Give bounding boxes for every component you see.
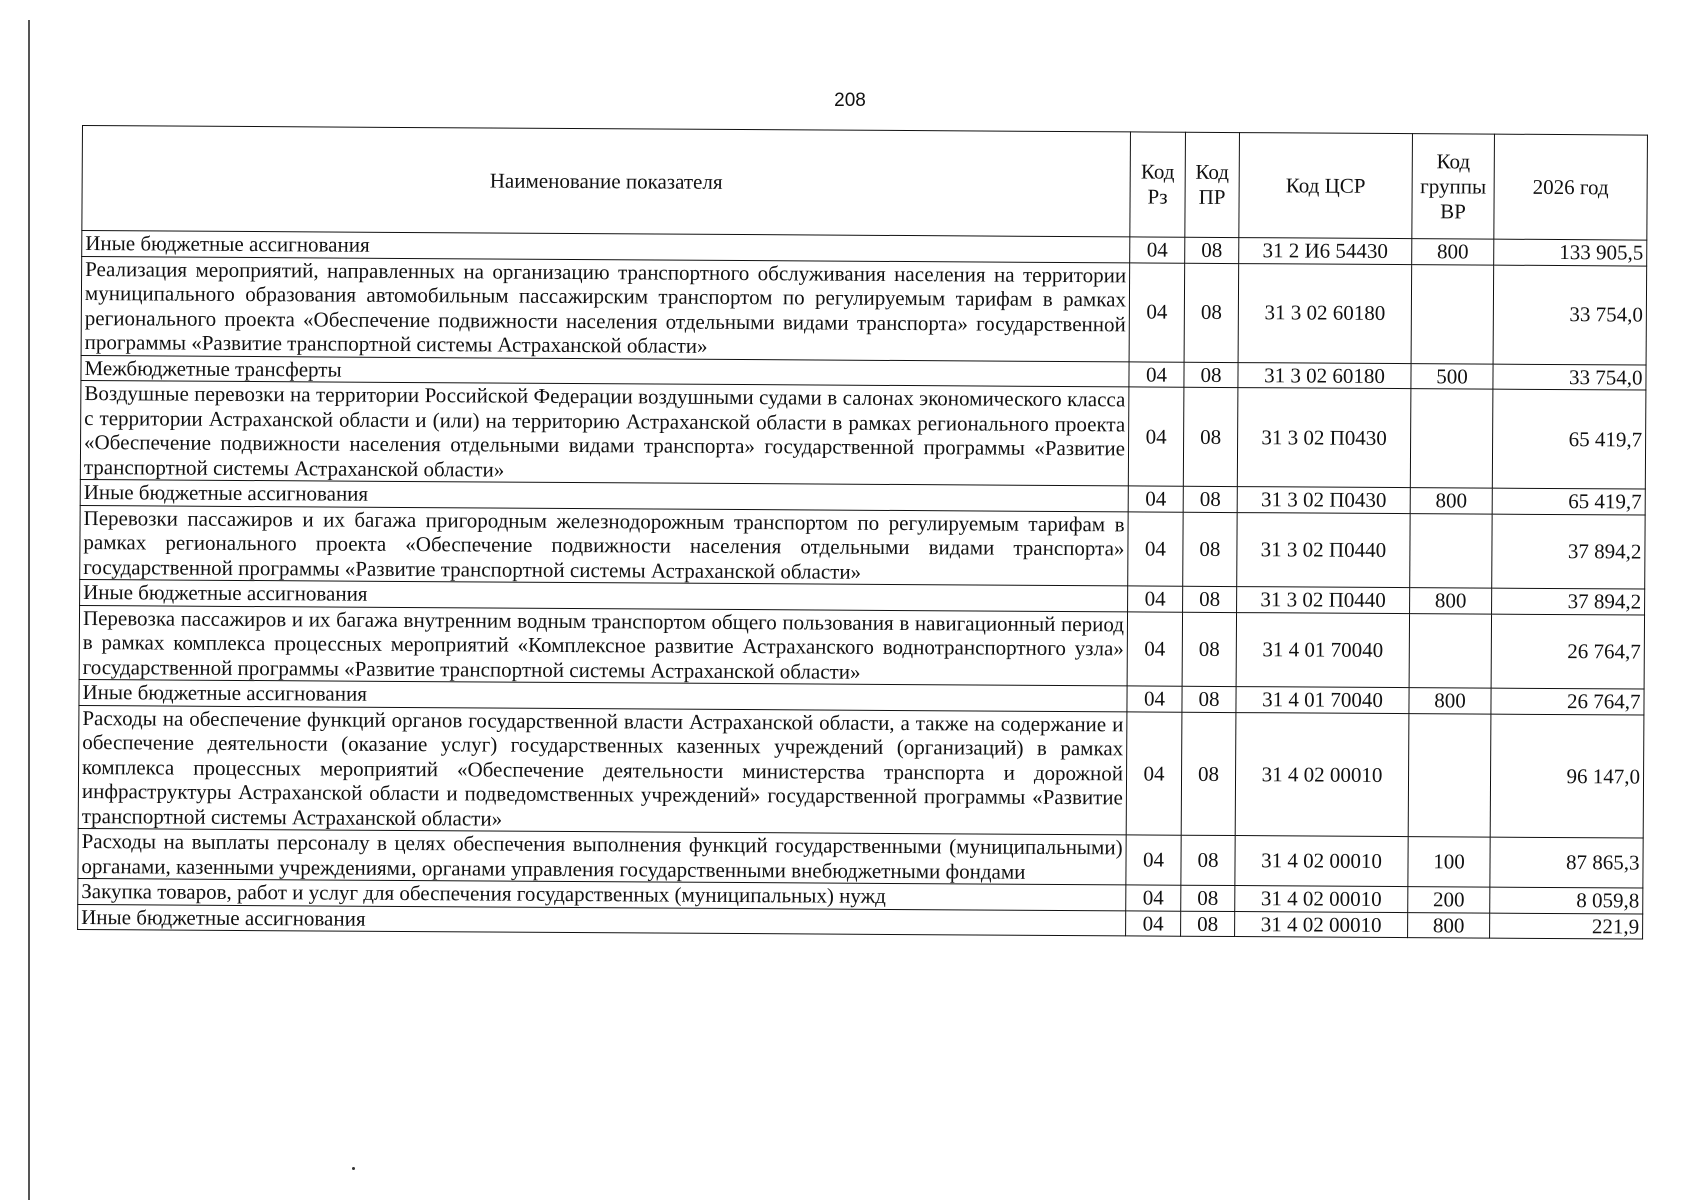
table-header-row <box>82 126 1648 241</box>
row-vr <box>1408 713 1491 837</box>
row-csr: 31 4 01 70040 <box>1236 612 1409 688</box>
row-rz: 04 <box>1126 885 1181 911</box>
row-csr: 31 3 02 60180 <box>1238 362 1411 389</box>
row-vr: 200 <box>1408 887 1490 913</box>
row-name: Реализация мероприятий, направленных на организацию транспортного обслуживания населения на территории муниципального образования автомобильным пассажирским транспортом по регулируемым тарифам в рамках регионального проекта «Обеспечение подвижности населения отдельными видами транспорта» государственной программы «Развитие транспортной системы Астраханской области» <box>81 256 1130 361</box>
row-vr <box>1411 264 1494 363</box>
scan-speck <box>352 1167 355 1170</box>
row-vr <box>1409 613 1491 688</box>
header-year: 2026 год <box>1494 134 1648 240</box>
row-name: Расходы на выплаты персоналу в целях обеспечения выполнения функций государственными (муниципальными) органами, казенными учреждениями, органами управления государственными внебюджетными фондами <box>78 828 1126 884</box>
row-rz: 04 <box>1128 586 1183 612</box>
row-csr: 31 4 02 00010 <box>1235 886 1408 913</box>
row-amount: 37 894,2 <box>1492 514 1645 589</box>
row-name: Закупка товаров, работ и услуг для обеспечения государственных (муниципальных) нужд <box>78 878 1126 910</box>
row-rz: 04 <box>1126 835 1181 885</box>
table-row <box>78 705 1644 838</box>
row-name: Расходы на обеспечение функций органов государственной власти Астраханской области, а также на содержание и обеспечение деятельности (оказание услуг) государственных казенных учреждений (организаций) в рамках комплекса процессных мероприятий «Обеспечение деятельности министерства транспорта и дорожной инфраструктуры Астраханской области и подведомственных учреждений» государственной программы «Развитие транспортной системы Астраханской области» <box>78 705 1127 835</box>
row-rz: 04 <box>1129 361 1184 387</box>
row-vr <box>1410 513 1492 588</box>
row-rz: 04 <box>1130 237 1185 263</box>
row-csr: 31 3 02 П0440 <box>1237 512 1410 588</box>
row-csr: 31 2 И6 54430 <box>1239 238 1412 265</box>
row-rz: 04 <box>1126 910 1181 936</box>
row-name: Иные бюджетные ассигнования <box>79 679 1127 711</box>
row-amount: 26 764,7 <box>1491 614 1644 689</box>
row-pr: 08 <box>1181 885 1235 911</box>
row-name: Иные бюджетные ассигнования <box>80 479 1128 511</box>
row-name: Воздушные перевозки на территории Российской Федерации воздушными судами в салонах экономического класса с территории Астраханской области и (или) на территорию Астраханской области в рамках регионального проекта «Обеспечение подвижности населения отдельными видами транспорта» государственной программы «Развитие транспортной системы Астраханской области» <box>80 380 1129 485</box>
row-rz: 04 <box>1128 387 1184 486</box>
row-pr: 08 <box>1184 263 1239 362</box>
table-row <box>80 505 1645 589</box>
row-csr: 31 3 02 60180 <box>1238 263 1412 363</box>
table-row <box>81 256 1647 365</box>
row-csr: 31 4 02 00010 <box>1235 911 1408 938</box>
row-name: Перевозка пассажиров и их багажа внутренним водным транспортом общего пользования в навигационный период в рамках комплекса процессных мероприятий «Комплексное развитие Астраханского воднотранспортного узла» государственной программы «Развитие транспортной системы Астраханской области» <box>79 605 1127 686</box>
budget-table <box>77 125 1648 940</box>
table-row <box>79 605 1644 689</box>
row-vr: 800 <box>1410 488 1492 514</box>
row-pr: 08 <box>1183 586 1237 612</box>
row-pr: 08 <box>1182 686 1236 712</box>
header-csr: Код ЦСР <box>1239 133 1413 239</box>
page-edge-rule <box>28 20 30 1200</box>
row-name: Перевозки пассажиров и их багажа пригородным железнодорожным транспортом по регулируемым тарифам в рамках регионального проекта «Обеспечение подвижности населения отдельными видами транспорта» государственной программы «Развитие транспортной системы Астраханской области» <box>80 505 1128 586</box>
row-amount: 221,9 <box>1490 913 1643 939</box>
row-pr: 08 <box>1181 835 1235 885</box>
row-amount: 96 147,0 <box>1490 714 1644 838</box>
row-rz: 04 <box>1128 486 1183 512</box>
row-rz: 04 <box>1128 511 1183 586</box>
row-name: Иные бюджетные ассигнования <box>82 231 1130 263</box>
row-amount: 33 754,0 <box>1493 364 1646 390</box>
row-rz: 04 <box>1126 711 1182 835</box>
row-name: Иные бюджетные ассигнования <box>80 579 1128 611</box>
row-pr: 08 <box>1183 387 1238 486</box>
table-row <box>80 380 1646 489</box>
row-amount: 8 059,8 <box>1490 887 1643 913</box>
row-vr: 500 <box>1411 363 1493 389</box>
row-vr: 100 <box>1408 837 1490 888</box>
row-csr: 31 3 02 П0440 <box>1237 587 1410 614</box>
row-pr: 08 <box>1184 362 1238 388</box>
row-amount: 65 419,7 <box>1492 389 1646 489</box>
row-pr: 08 <box>1183 512 1237 587</box>
table-row <box>78 828 1643 888</box>
row-amount: 26 764,7 <box>1491 688 1644 714</box>
row-csr: 31 3 02 П0430 <box>1237 388 1411 488</box>
row-vr: 800 <box>1412 239 1494 265</box>
row-amount: 87 865,3 <box>1490 837 1643 888</box>
row-rz: 04 <box>1129 262 1185 361</box>
header-pr: Код ПР <box>1185 132 1240 237</box>
row-amount: 37 894,2 <box>1492 588 1645 614</box>
row-csr: 31 3 02 П0430 <box>1237 487 1410 514</box>
row-rz: 04 <box>1127 686 1182 712</box>
row-rz: 04 <box>1127 611 1182 686</box>
row-vr: 800 <box>1409 688 1491 714</box>
row-pr: 08 <box>1185 237 1239 263</box>
row-vr <box>1410 389 1493 488</box>
header-name: Наименование показателя <box>82 126 1131 237</box>
row-name: Иные бюджетные ассигнования <box>78 904 1126 936</box>
header-rz: Код Рз <box>1130 132 1186 237</box>
row-pr: 08 <box>1183 486 1237 512</box>
row-csr: 31 4 01 70040 <box>1236 687 1409 714</box>
row-csr: 31 4 02 00010 <box>1235 712 1409 837</box>
row-pr: 08 <box>1181 911 1235 937</box>
header-vr: Код группы ВР <box>1412 134 1495 239</box>
row-amount: 65 419,7 <box>1492 488 1645 514</box>
row-vr: 800 <box>1410 588 1492 614</box>
row-name: Межбюджетные трансферты <box>81 355 1129 387</box>
row-pr: 08 <box>1181 712 1236 836</box>
page-number: 208 <box>834 90 866 111</box>
row-amount: 133 905,5 <box>1494 239 1647 265</box>
row-pr: 08 <box>1182 612 1236 687</box>
row-vr: 800 <box>1408 912 1490 938</box>
row-amount: 33 754,0 <box>1493 265 1647 365</box>
row-csr: 31 4 02 00010 <box>1235 836 1408 887</box>
